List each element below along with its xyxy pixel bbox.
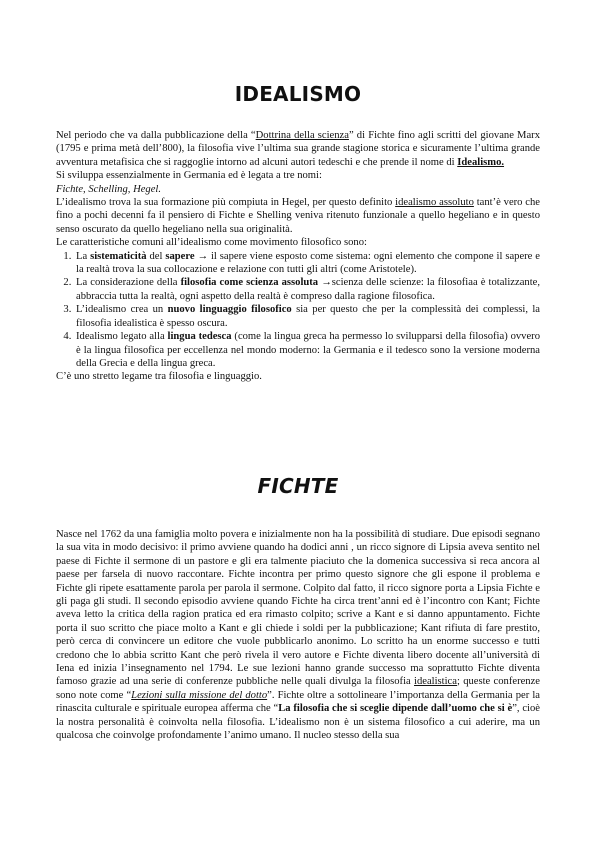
section-title-idealismo: IDEALISMO [234,82,362,106]
lezioni-title: Lezioni sulla missione del dotto [131,689,268,701]
list-item: 3. L’idealismo crea un nuovo linguaggio filosofico sia per questo che per la complessità dei complessi, la filosofia idealistica è spesso oscura. [74,303,540,330]
list-item: 2. La considerazione della filosofia come scienza assoluta →scienza delle scienze: la filosofiaa è totalizzante, abbraccia tutta la realtà, ogni aspetto della realtà è compreso dalla ragione filosofica. [74,276,540,303]
paragraph: Nasce nel 1762 da una famiglia molto povera e inizialmente non ha la possibilità di studiare. Due episodi segnano la sua vita in modo decisivo: il primo avviene quando ha dodici anni , un ricco signore di Lipsia aveva sentito nel paese di Fichte il sermone di un pastore e gli era talmente piaciuto che la domenica successiva si reca ancora al paese per farsela di nuovo raccontare. Fichte incontra per primo questo signore che gli espone il problema e Fichte gli ripete esattamente parola per parola il sermone. Colpito dal fatto, il ricco signore porta a Lipsia Fichte e gli paga gli studi. Il secondo episodio avviene quando Fichte ha circa trent’anni ed è l’incontro con Kant; Fichte aveva letto la critica della ragion pratica ed era rimasto colpito; scrive a Kant e si danno appuntamento. Fichte porta il suo scritto che piace molto a Kant e gli chiede i soldi per la pubblicazione; Kant rifiuta di fare prestito, però cerca di convincere un editore che vuole pubblicarlo anonimo. Lo scritto ha un enorme successo e tutti credono che lo abbia scritto Kant che però rivela il vero autore e Fichte diventa libero docente all’università di Iena ed inizia l’insegnamento nel 1794. Le sue lezioni hanno grande successo ma soprattutto Fichte diventa famoso grazie ad una serie di conferenze pubbliche nelle quali divulga la filosofia idealistica; queste conferenze sono note come “Lezioni sulla missione del dotto”. Fichte oltre a sottolineare l’importanza della Germania per la rinascita culturale e spirituale europea afferma che “La filosofia che si sceglie dipende dall’uomo che si è”, cioè la nostra personalità è coinvolta nella filosofia. L’idealismo non è un sistema filosofico a cui aderire, ma un qualcosa che coinvolge profondamente l’animo umano. Il nucleo stesso della sua [56,529,540,742]
idealistica-term: idealistica [414,676,457,688]
section-title-fichte: FICHTE [257,474,339,498]
list-item: 4. Idealismo legato alla lingua tedesca (come la lingua greca ha permesso lo svilupparsi della filosofia) ovvero è la lingua filosofica per eccellenza nel mondo moderno: la Germania e il tedesco sono la versione moderna della Grecia e della lingua greca. [74,330,540,370]
paragraph: C’è uno stretto legame tra filosofia e linguaggio. [56,371,262,383]
idealismo-assoluto-term: idealismo assoluto [395,197,474,209]
paragraph: Si sviluppa essenzialmente in Germania ed è legata a tre nomi: [56,170,322,182]
characteristics-list [56,250,540,371]
fichte-body [56,528,540,743]
quote-bold: La filosofia che si sceglie dipende dall’uomo che si è [278,703,513,715]
list-item: 1. La sistematicità del sapere → il sapere viene esposto come sistema: ogni elemento che compone il sapere e la realtà trova la sua collocazione e relazione con tutti gli altri (come Aristotele). [74,250,540,277]
dottrina-link: Dottrina della scienza [255,130,349,141]
paragraph: L’idealismo trova la sua formazione più compiuta in Hegel, per questo definito idealismo assoluto tant’è vero che fino a pochi decenni fa il pensiero di Fichte e Shelling veniva ritenuto funzionale a quello hegeliano e in questo senso oscurato da quello hegeliano nella sua originalità. [56,197,540,235]
paragraph-names: Fichte, Schelling, Hegel. [56,183,162,195]
paragraph: Le caratteristiche comuni all’idealismo come movimento filosofico sono: [56,237,367,249]
idealismo-term: Idealismo. [457,156,505,168]
idealismo-body [56,129,540,384]
paragraph: Nel periodo che va dalla pubblicazione della “Dottrina della scienza” di Fichte fino agli scritti del giovane Marx (1795 e prima metà dell’800), la filosofia vive l’ultima sua grande stagione storica e sicuramente l’ultima grande avventura metafisica che si raggoglie intorno ad alcuni autori tedeschi e che prende il nome di Idealismo. [56,130,540,168]
